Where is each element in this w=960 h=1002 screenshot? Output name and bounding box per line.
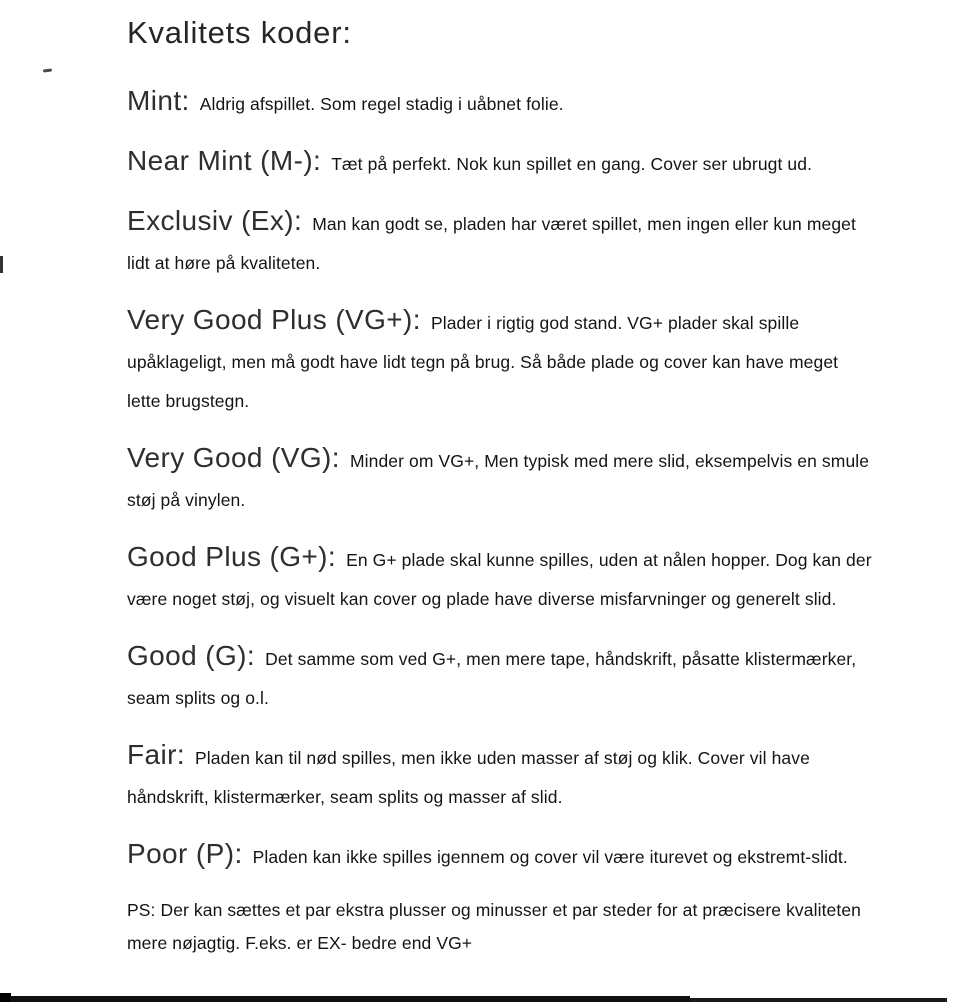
grade-description: Man kan godt se, pladen har været spillet, men ingen eller kun meget lidt at høre på kvaliteten.: [127, 214, 856, 273]
grade-description: Pladen kan til nød spilles, men ikke uden masser af støj og klik. Cover vil have håndskrift, klistermærker, seam splits og masser af slid.: [127, 748, 810, 807]
grade-term: Exclusiv (Ex):: [127, 205, 303, 236]
grade-description: Pladen kan ikke spilles igennem og cover vil være iturevet og ekstremt-slidt.: [252, 847, 848, 867]
grade-entry-near-mint: [127, 141, 872, 184]
grade-entry-exclusiv: [127, 201, 872, 283]
grade-term: Good Plus (G+):: [127, 541, 337, 572]
grade-term: Good (G):: [127, 640, 256, 671]
grade-entry-fair: [127, 735, 872, 817]
grade-description: Aldrig afspillet. Som regel stadig i uåbnet folie.: [199, 94, 564, 114]
grade-term: Very Good Plus (VG+):: [127, 304, 421, 335]
grade-term: Poor (P):: [127, 838, 243, 869]
grade-entry-good-plus: [127, 537, 872, 619]
grade-description: En G+ plade skal kunne spilles, uden at nålen hopper. Dog kan der være noget støj, og visuelt kan cover og plade have diverse misfarvninger og generelt slid.: [127, 550, 872, 609]
grade-entry-very-good: [127, 438, 872, 520]
grade-term: Near Mint (M-):: [127, 145, 322, 176]
grade-entry-good: [127, 636, 872, 718]
ps-note: PS: Der kan sættes et par ekstra plusser og minusser et par steder for at præcisere kvaliteten mere nøjagtig. F.eks. er EX- bedre end VG+: [127, 900, 862, 953]
grade-description: Minder om VG+, Men typisk med mere slid, eksempelvis en smule støj på vinylen.: [127, 451, 870, 510]
grade-entry-very-good-plus: [127, 300, 872, 421]
grade-entry-mint: [127, 81, 872, 124]
page-title: Kvalitets koder:: [127, 15, 352, 50]
grade-description: Tæt på perfekt. Nok kun spillet en gang. Cover ser ubrugt ud.: [331, 154, 813, 174]
grade-term: Very Good (VG):: [127, 442, 340, 473]
grade-description: Det samme som ved G+, men mere tape, håndskrift, påsatte klistermærker, seam splits og o.l.: [127, 649, 857, 708]
scan-artifact-left-edge-tick: [0, 256, 3, 273]
grade-term: Mint:: [127, 85, 190, 116]
grade-term: Fair:: [127, 739, 185, 770]
grade-description: Plader i rigtig god stand. VG+ plader skal spille upåklageligt, men må godt have lidt tegn på brug. Så både plade og cover kan have meget lette brugstegn.: [127, 313, 839, 411]
scan-artifact-dash: [43, 68, 52, 72]
scan-artifact-bottom-left-corner: [0, 993, 11, 1002]
scan-artifact-bottom-edge-thick: [0, 996, 690, 1002]
grade-entry-poor: [127, 834, 872, 877]
